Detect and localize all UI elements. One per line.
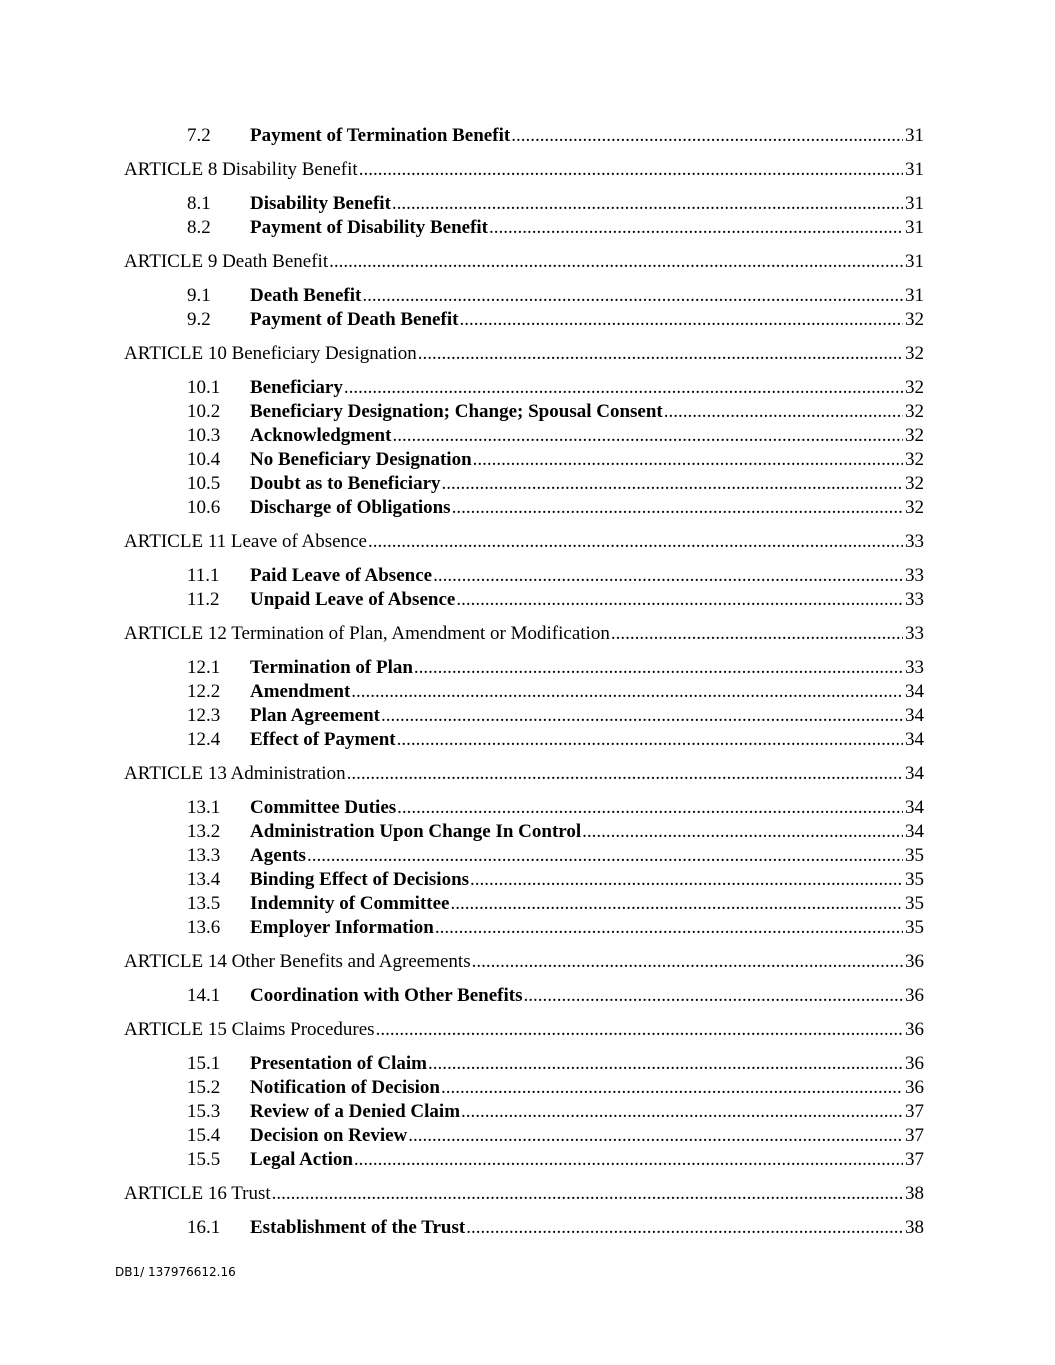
- toc-section-title: Termination of Plan: [250, 657, 413, 678]
- toc-section-number: 15.3: [187, 1101, 221, 1122]
- toc-section-title: Effect of Payment: [250, 729, 396, 750]
- toc-section-number: 15.1: [187, 1053, 221, 1074]
- toc-section-entry[interactable]: [124, 656, 924, 680]
- toc-section-entry[interactable]: [124, 564, 924, 588]
- toc-page-number: 31: [905, 125, 924, 146]
- toc-section-number: 13.1: [187, 797, 221, 818]
- toc-section-title: Payment of Termination Benefit: [250, 125, 511, 146]
- toc-section-title: Indemnity of Committee: [250, 893, 450, 914]
- toc-page-number: 36: [905, 1053, 924, 1074]
- toc-section-entry[interactable]: [124, 448, 924, 472]
- toc-dot-leader: [473, 448, 903, 472]
- toc-article-title: ARTICLE 14 Other Benefits and Agreements: [124, 951, 471, 972]
- toc-section-title: Paid Leave of Absence: [250, 565, 433, 586]
- toc-section-title: Beneficiary Designation; Change; Spousal Consent: [250, 401, 663, 422]
- toc-article-title: ARTICLE 13 Administration: [124, 763, 346, 784]
- toc-section-number: 8.1: [187, 193, 211, 214]
- toc-dot-leader: [664, 400, 903, 424]
- toc-article-title: ARTICLE 9 Death Benefit: [124, 251, 329, 272]
- toc-dot-leader: [307, 844, 903, 868]
- toc-dot-leader: [408, 1124, 903, 1148]
- toc-dot-leader: [433, 564, 903, 588]
- toc-section-number: 11.1: [187, 565, 220, 586]
- toc-dot-leader: [368, 530, 903, 554]
- toc-section-number: 14.1: [187, 985, 221, 1006]
- toc-dot-leader: [450, 892, 903, 916]
- toc-dot-leader: [459, 308, 903, 332]
- toc-dot-leader: [392, 192, 903, 216]
- toc-section-title: Beneficiary: [250, 377, 343, 398]
- toc-article-entry[interactable]: [124, 1182, 924, 1206]
- toc-dot-leader: [354, 1148, 903, 1172]
- toc-page-number: 37: [905, 1101, 924, 1122]
- toc-article-entry[interactable]: [124, 530, 924, 554]
- toc-section-title: No Beneficiary Designation: [250, 449, 472, 470]
- toc-dot-leader: [456, 588, 903, 612]
- toc-article-title: ARTICLE 16 Trust: [124, 1183, 271, 1204]
- toc-dot-leader: [329, 250, 903, 274]
- toc-dot-leader: [397, 796, 903, 820]
- toc-section-title: Payment of Disability Benefit: [250, 217, 489, 238]
- toc-section-entry[interactable]: [124, 680, 924, 704]
- toc-section-title: Presentation of Claim: [250, 1053, 427, 1074]
- toc-page-number: 35: [905, 917, 924, 938]
- toc-section-number: 7.2: [187, 125, 211, 146]
- toc-article-entry[interactable]: [124, 950, 924, 974]
- toc-section-entry[interactable]: [124, 124, 924, 148]
- toc-section-title: Review of a Denied Claim: [250, 1101, 461, 1122]
- toc-page-number: 38: [905, 1183, 924, 1204]
- toc-section-title: Disability Benefit: [250, 193, 391, 214]
- toc-section-title: Doubt as to Beneficiary: [250, 473, 441, 494]
- toc-dot-leader: [376, 1018, 903, 1042]
- toc-page-number: 32: [905, 377, 924, 398]
- toc-page-number: 33: [905, 623, 924, 644]
- toc-section-title: Decision on Review: [250, 1125, 408, 1146]
- toc-section-number: 12.3: [187, 705, 221, 726]
- toc-dot-leader: [414, 656, 903, 680]
- toc-section-entry[interactable]: [124, 472, 924, 496]
- toc-article-entry[interactable]: [124, 762, 924, 786]
- toc-page-number: 31: [905, 159, 924, 180]
- toc-section-title: Amendment: [250, 681, 351, 702]
- toc-page-number: 32: [905, 343, 924, 364]
- toc-article-title: ARTICLE 10 Beneficiary Designation: [124, 343, 417, 364]
- toc-dot-leader: [347, 762, 903, 786]
- toc-dot-leader: [472, 950, 903, 974]
- toc-page-number: 33: [905, 589, 924, 610]
- toc-dot-leader: [442, 472, 903, 496]
- toc-section-title: Establishment of the Trust: [250, 1217, 466, 1238]
- toc-section-number: 12.2: [187, 681, 221, 702]
- toc-section-entry[interactable]: [124, 1076, 924, 1100]
- toc-page-number: 34: [905, 729, 924, 750]
- toc-page-number: 33: [905, 531, 924, 552]
- toc-page-number: 36: [905, 985, 924, 1006]
- toc-section-entry[interactable]: [124, 1148, 924, 1172]
- toc-dot-leader: [428, 1052, 903, 1076]
- toc-page-number: 34: [905, 821, 924, 842]
- toc-dot-leader: [435, 916, 903, 940]
- toc-section-title: Death Benefit: [250, 285, 362, 306]
- toc-section-number: 10.6: [187, 497, 221, 518]
- toc-section-number: 13.2: [187, 821, 221, 842]
- toc-section-entry[interactable]: [124, 916, 924, 940]
- toc-section-entry[interactable]: [124, 704, 924, 728]
- toc-article-entry[interactable]: [124, 622, 924, 646]
- toc-section-title: Discharge of Obligations: [250, 497, 451, 518]
- toc-section-entry[interactable]: [124, 376, 924, 400]
- toc-section-title: Coordination with Other Benefits: [250, 985, 523, 1006]
- toc-dot-leader: [359, 158, 903, 182]
- toc-section-entry[interactable]: [124, 892, 924, 916]
- table-of-contents: [124, 124, 924, 1240]
- toc-section-number: 16.1: [187, 1217, 221, 1238]
- toc-section-entry[interactable]: [124, 820, 924, 844]
- toc-dot-leader: [461, 1100, 903, 1124]
- toc-section-entry[interactable]: [124, 424, 924, 448]
- toc-section-title: Unpaid Leave of Absence: [250, 589, 456, 610]
- toc-dot-leader: [397, 728, 903, 752]
- toc-section-number: 11.2: [187, 589, 220, 610]
- toc-dot-leader: [351, 680, 903, 704]
- toc-section-title: Employer Information: [250, 917, 434, 938]
- toc-dot-leader: [272, 1182, 903, 1206]
- document-id-footer: DB1/ 137976612.16: [115, 1265, 236, 1279]
- toc-section-entry[interactable]: [124, 308, 924, 332]
- toc-section-number: 15.2: [187, 1077, 221, 1098]
- toc-article-title: ARTICLE 8 Disability Benefit: [124, 159, 358, 180]
- toc-dot-leader: [524, 984, 903, 1008]
- toc-section-title: Plan Agreement: [250, 705, 380, 726]
- toc-section-title: Payment of Death Benefit: [250, 309, 459, 330]
- toc-page-number: 32: [905, 473, 924, 494]
- toc-dot-leader: [344, 376, 903, 400]
- toc-dot-leader: [441, 1076, 903, 1100]
- toc-page-number: 32: [905, 401, 924, 422]
- toc-article-entry[interactable]: [124, 1018, 924, 1042]
- toc-section-entry[interactable]: [124, 588, 924, 612]
- toc-dot-leader: [466, 1216, 903, 1240]
- toc-section-entry[interactable]: [124, 1052, 924, 1076]
- toc-article-entry[interactable]: [124, 250, 924, 274]
- toc-section-number: 8.2: [187, 217, 211, 238]
- toc-page-number: 31: [905, 217, 924, 238]
- toc-dot-leader: [470, 868, 903, 892]
- toc-page-number: 36: [905, 1077, 924, 1098]
- toc-section-title: Binding Effect of Decisions: [250, 869, 470, 890]
- toc-section-entry[interactable]: [124, 868, 924, 892]
- toc-page-number: 38: [905, 1217, 924, 1238]
- toc-page-number: 35: [905, 869, 924, 890]
- toc-dot-leader: [511, 124, 903, 148]
- toc-page-number: 32: [905, 449, 924, 470]
- toc-page-number: 36: [905, 951, 924, 972]
- toc-section-title: Legal Action: [250, 1149, 353, 1170]
- toc-article-entry[interactable]: [124, 342, 924, 366]
- toc-article-title: ARTICLE 12 Termination of Plan, Amendment or Modification: [124, 623, 610, 644]
- toc-dot-leader: [489, 216, 903, 240]
- toc-section-title: Agents: [250, 845, 306, 866]
- toc-article-entry[interactable]: [124, 158, 924, 182]
- toc-section-number: 10.3: [187, 425, 221, 446]
- toc-page-number: 31: [905, 193, 924, 214]
- toc-section-number: 10.1: [187, 377, 221, 398]
- toc-section-entry[interactable]: [124, 216, 924, 240]
- toc-dot-leader: [362, 284, 903, 308]
- toc-section-entry[interactable]: [124, 728, 924, 752]
- toc-section-number: 13.6: [187, 917, 221, 938]
- toc-section-number: 10.2: [187, 401, 221, 422]
- toc-section-number: 13.5: [187, 893, 221, 914]
- toc-section-number: 10.5: [187, 473, 221, 494]
- toc-dot-leader: [392, 424, 903, 448]
- toc-section-number: 13.4: [187, 869, 221, 890]
- toc-section-title: Administration Upon Change In Control: [250, 821, 582, 842]
- toc-dot-leader: [582, 820, 903, 844]
- toc-section-entry[interactable]: [124, 1124, 924, 1148]
- toc-section-entry[interactable]: [124, 192, 924, 216]
- toc-section-entry[interactable]: [124, 1216, 924, 1240]
- toc-page-number: 34: [905, 681, 924, 702]
- toc-section-number: 9.2: [187, 309, 211, 330]
- toc-article-title: ARTICLE 15 Claims Procedures: [124, 1019, 375, 1040]
- toc-page-number: 34: [905, 797, 924, 818]
- toc-page-number: 35: [905, 893, 924, 914]
- toc-section-entry[interactable]: [124, 844, 924, 868]
- toc-page-number: 35: [905, 845, 924, 866]
- toc-section-entry[interactable]: [124, 796, 924, 820]
- toc-dot-leader: [452, 496, 903, 520]
- toc-page-number: 37: [905, 1125, 924, 1146]
- toc-section-number: 10.4: [187, 449, 221, 470]
- toc-section-number: 15.5: [187, 1149, 221, 1170]
- toc-section-title: Notification of Decision: [250, 1077, 440, 1098]
- toc-page-number: 31: [905, 251, 924, 272]
- toc-page-number: 34: [905, 705, 924, 726]
- toc-section-entry[interactable]: [124, 1100, 924, 1124]
- toc-page-number: 36: [905, 1019, 924, 1040]
- toc-section-entry[interactable]: [124, 400, 924, 424]
- toc-section-entry[interactable]: [124, 284, 924, 308]
- toc-page-number: 32: [905, 425, 924, 446]
- toc-section-number: 15.4: [187, 1125, 221, 1146]
- toc-dot-leader: [611, 622, 903, 646]
- toc-section-title: Committee Duties: [250, 797, 397, 818]
- toc-section-number: 12.4: [187, 729, 221, 750]
- toc-section-number: 12.1: [187, 657, 221, 678]
- toc-page-number: 32: [905, 497, 924, 518]
- toc-dot-leader: [418, 342, 903, 366]
- toc-page-number: 31: [905, 285, 924, 306]
- toc-section-entry[interactable]: [124, 496, 924, 520]
- toc-page-number: 34: [905, 763, 924, 784]
- toc-page-number: 33: [905, 657, 924, 678]
- toc-page-number: 33: [905, 565, 924, 586]
- toc-section-title: Acknowledgment: [250, 425, 392, 446]
- toc-page-number: 37: [905, 1149, 924, 1170]
- toc-section-number: 13.3: [187, 845, 221, 866]
- toc-article-title: ARTICLE 11 Leave of Absence: [124, 531, 367, 552]
- toc-page-number: 32: [905, 309, 924, 330]
- toc-section-entry[interactable]: [124, 984, 924, 1008]
- toc-section-number: 9.1: [187, 285, 211, 306]
- toc-dot-leader: [381, 704, 903, 728]
